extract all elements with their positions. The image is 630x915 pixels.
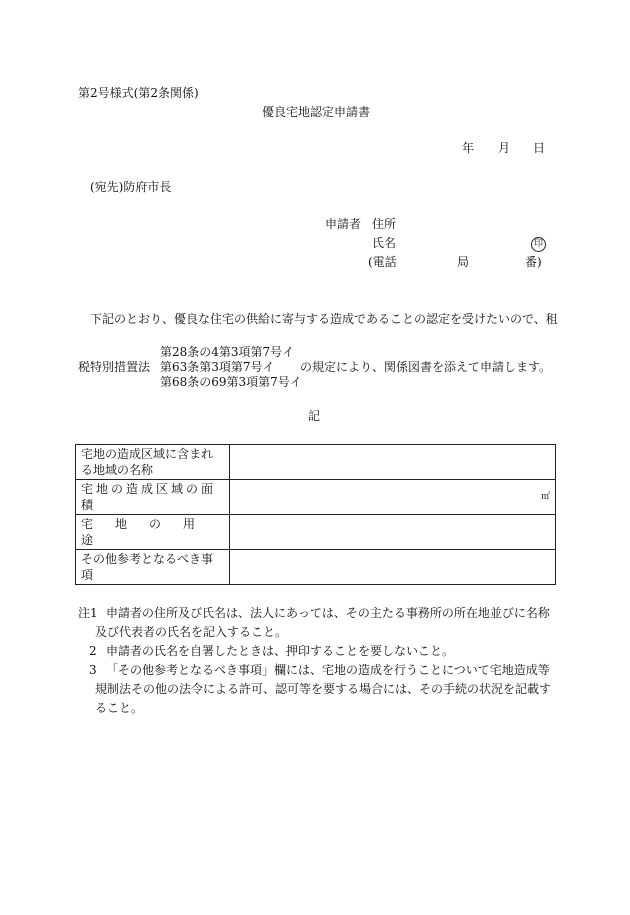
row-value [230, 515, 556, 550]
applicant-label: 申請者 [325, 217, 362, 231]
date-year: 年 [462, 141, 475, 155]
row-label: その他参考となるべき事項 [76, 550, 230, 585]
area-label [81, 481, 224, 513]
phone-open: (電話 [368, 255, 397, 269]
addressee: (宛先)防府市長 [90, 180, 172, 194]
address-label: 住所 [372, 217, 397, 231]
row-label [76, 515, 230, 550]
table-row [76, 515, 556, 550]
note1-line2: 及び代表者の氏名を記入すること。 [95, 625, 288, 639]
row-value [230, 445, 556, 480]
article-3: 第68条の69第3項第7号イ [160, 375, 302, 389]
note1-number: 注1 [78, 606, 98, 620]
note1-line1: 申請者の住所及び氏名は、法人にあっては、その主たる事務所の所在地並びに名称 [106, 606, 550, 620]
row-label [76, 480, 230, 515]
note3-line3: ること。 [95, 701, 144, 715]
row-label: 宅地の造成区域に含まれる地域の名称 [76, 445, 230, 480]
area-unit: ㎡ [540, 492, 550, 502]
article-2: 第63条第3項第7号イ [160, 360, 275, 374]
seal-mark [531, 235, 546, 252]
phone-exchange: 局 [457, 255, 470, 269]
body-line-end: の規定により、関係図書を添えて申請します。 [300, 360, 552, 374]
row-value [230, 550, 556, 585]
law-prefix: 税特別措置法 [78, 360, 151, 374]
body-line1: 下記のとおり、優良な住宅の供給に寄与する造成であることの認定を受けたいので、租 [90, 312, 558, 326]
note3-line1: 「その他参考となるべき事項」欄には、宅地の造成を行うことについて宅地造成等 [106, 663, 550, 677]
page-title: 優良宅地認定申請書 [262, 105, 371, 119]
note3-line2: 規制法その他の法令による許可、認可等を要する場合には、その手続の状況を記載す [95, 682, 552, 696]
table-row [76, 445, 556, 480]
table-row [76, 480, 556, 515]
phone-number: 番) [525, 255, 542, 269]
note2-number: 2 [89, 644, 97, 658]
seal-label: 印 [531, 237, 546, 252]
table-row [76, 550, 556, 585]
area-label-text: 宅地の造成区域の面積 [81, 482, 217, 512]
note3-number: 3 [89, 663, 97, 677]
name-label: 氏名 [372, 236, 397, 250]
date-month: 月 [498, 141, 511, 155]
form-number: 第2号様式(第2条関係) [78, 86, 199, 100]
note2-text: 申請者の氏名を自署したときは、押印することを要しないこと。 [106, 644, 455, 658]
application-table [75, 444, 556, 585]
date-day: 日 [533, 141, 546, 155]
article-1: 第28条の4第3項第7号イ [160, 345, 295, 359]
ki-label: 記 [308, 409, 321, 423]
usage-label-text: 宅地の用途 [81, 517, 218, 547]
row-value [230, 480, 556, 515]
